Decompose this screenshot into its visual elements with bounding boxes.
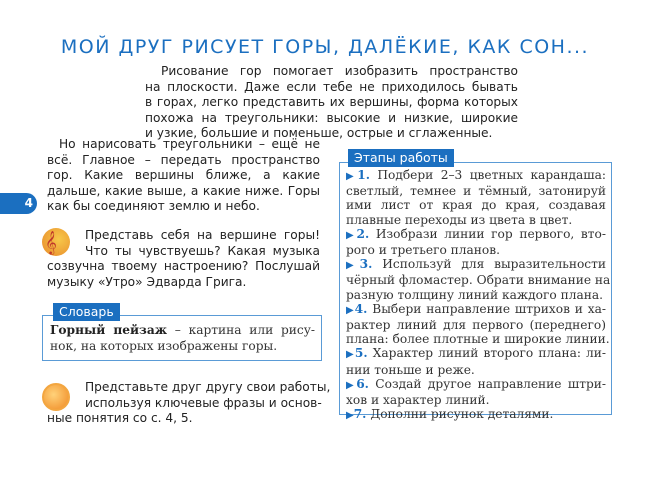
- text-line: гор. Какие вершины ближе, а какие: [47, 168, 320, 182]
- text-line: созвучна твоему настроению? Послушай: [47, 259, 320, 273]
- page-number: 4: [0, 193, 37, 214]
- step-text: Изобрази линии гор первого, вто-: [375, 226, 606, 241]
- step-number: 3.: [359, 257, 373, 272]
- step-item: [346, 227, 606, 257]
- triangle-bullet-icon: ▶: [346, 304, 355, 316]
- step-number: 1.: [357, 168, 370, 182]
- step-number: 4.: [354, 301, 368, 316]
- text-line: похожа на треугольники: высокие и низкие, широкие: [145, 110, 518, 125]
- step-number: 7.: [353, 407, 367, 422]
- text-line: Что ты чувствуешь? Какая музыка: [85, 243, 320, 258]
- step-line: [346, 377, 606, 393]
- text-line: как бы соединяют землю и небо.: [47, 199, 260, 213]
- step-item: [346, 407, 606, 423]
- steps-label: Этапы работы: [348, 149, 454, 167]
- step-item: [346, 168, 606, 227]
- dictionary-label: Словарь: [53, 303, 120, 321]
- step-item: [346, 377, 606, 407]
- triangle-bullet-icon: ▶: [346, 379, 357, 391]
- step-line: плана: более плотные и широкие линии.: [346, 332, 610, 347]
- step-text: Используй для выразительности: [382, 257, 606, 272]
- text-line: музыку «Утро» Эдварда Грига.: [47, 274, 247, 289]
- step-line: [346, 168, 606, 184]
- step-text: Дополни рисунок деталями.: [370, 407, 554, 422]
- space-paragraph: [47, 137, 320, 215]
- step-line: [346, 227, 606, 243]
- text-line: дальше, какие выше, а какие ниже. Горы: [47, 183, 320, 198]
- step-line: плавные переходы из цвета в цвет.: [346, 212, 573, 227]
- steps-list: [346, 168, 611, 423]
- step-line: хов и характер линий.: [346, 393, 490, 408]
- definition-line: нок, на которых изображены горы.: [50, 339, 278, 353]
- triangle-bullet-icon: ▶: [346, 349, 355, 361]
- music-palette-icon: 𝄞: [42, 228, 70, 256]
- text-line: в горах, легко представить их вершины, форма которых: [145, 95, 518, 109]
- step-line: нии тоньше и реже.: [346, 362, 475, 377]
- step-item: [346, 301, 610, 347]
- intro-paragraph: [145, 64, 518, 142]
- step-text: Характер линий второго плана: ли-: [372, 346, 607, 361]
- step-line: разную толщину линий каждого плана.: [346, 287, 603, 302]
- text-line: на плоскости. Даже если тебе не приходилось бывать: [145, 79, 518, 94]
- step-line: рого и третьего планов.: [346, 243, 501, 258]
- step-number: 2.: [356, 226, 370, 241]
- step-line: [346, 346, 606, 362]
- step-text: Выбери направление штрихов и ха-: [372, 301, 606, 316]
- step-number: 6.: [356, 376, 369, 391]
- text-line: Представьте друг другу свои работы,: [85, 380, 331, 394]
- step-line: [346, 302, 606, 318]
- step-line: [346, 407, 606, 423]
- share-paragraph: [47, 380, 331, 427]
- triangle-bullet-icon: ▶: [346, 171, 358, 182]
- triangle-bullet-icon: ▶: [346, 260, 360, 272]
- step-text: Создай другое направление штри-: [375, 376, 606, 391]
- step-line: ими лист от края до края, создавая: [346, 198, 606, 213]
- music-paragraph: [47, 228, 320, 290]
- text-line: Представь себя на вершине горы!: [85, 228, 320, 242]
- text-line: Но нарисовать треугольники – ещё не: [59, 137, 320, 151]
- step-item: [346, 257, 611, 302]
- text-line: Рисование гор помогает изобразить пространство: [161, 64, 518, 78]
- text-line: и узкие, большие и поменьше, острые и сглаженные.: [145, 126, 493, 140]
- triangle-bullet-icon: ▶: [346, 229, 357, 241]
- definition-line: – картина или рису-: [167, 323, 315, 337]
- step-line: чёрный фломастер. Обрати внимание на: [346, 273, 611, 288]
- step-number: 5.: [354, 346, 368, 361]
- dictionary-term: Горный пейзаж: [50, 323, 168, 337]
- step-line: рактер линий для первого (переднего): [346, 318, 606, 333]
- triangle-bullet-icon: ▶: [346, 410, 354, 422]
- page-title: МОЙ ДРУГ РИСУЕТ ГОРЫ, ДАЛЁКИЕ, КАК СОН...: [60, 36, 590, 58]
- text-line: всё. Главное – передать пространство: [47, 152, 320, 167]
- step-line: светлый, темнее и тёмный, затонируй: [346, 184, 606, 199]
- text-line: ные понятия со с. 4, 5.: [47, 411, 193, 425]
- dictionary-definition: [50, 322, 315, 354]
- text-line: используя ключевые фразы и основ-: [85, 395, 322, 410]
- step-text: Подбери 2–3 цветных карандаша:: [377, 168, 606, 182]
- step-line: [346, 257, 606, 273]
- step-item: [346, 346, 606, 376]
